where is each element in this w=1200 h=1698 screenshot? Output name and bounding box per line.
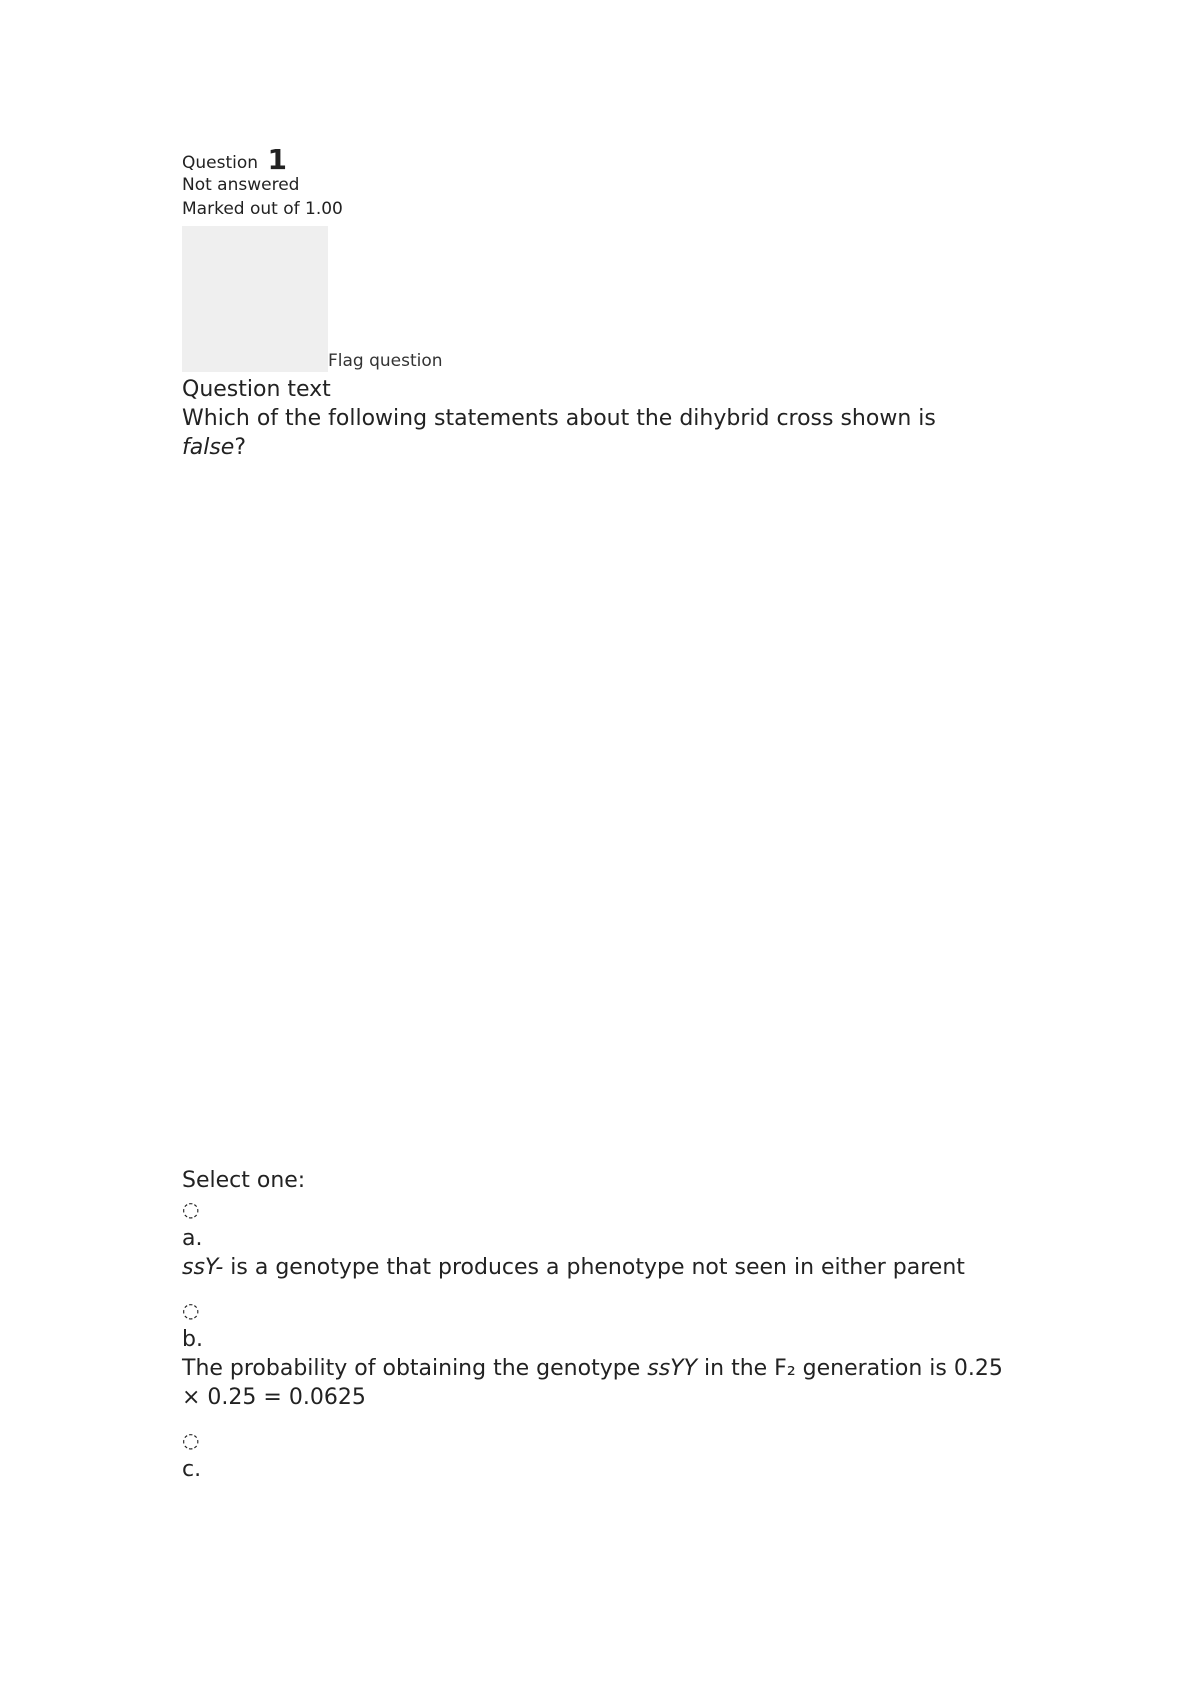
question-text-heading: Question text (182, 377, 331, 402)
flag-question-control[interactable] (182, 221, 1022, 372)
answer-a-text: is a genotype that produces a phenotype not seen in either parent (223, 1255, 965, 1280)
question-grade: Marked out of 1.00 (182, 199, 343, 219)
question-text-after: ? (234, 435, 247, 460)
question-number (182, 143, 1022, 176)
question-text-emphasis: false (182, 435, 235, 460)
answer-text-a (182, 1253, 1022, 1282)
question-figure-area (182, 462, 1022, 1167)
answer-letter-a: a. (182, 1226, 203, 1251)
question-state: Not answered (182, 175, 300, 195)
radio-button-c[interactable]: ◌ (182, 1428, 200, 1452)
answer-a-italic: ssY- (182, 1255, 224, 1280)
select-one-prompt: Select one: (182, 1168, 306, 1193)
answer-option-c[interactable] (182, 1426, 1022, 1484)
answer-option-a[interactable] (182, 1195, 1022, 1282)
question-number-value: 1 (267, 143, 287, 176)
radio-button-b[interactable]: ◌ (182, 1298, 200, 1322)
answer-text-b (182, 1354, 1022, 1412)
answer-letter-c: c. (182, 1457, 202, 1482)
flag-icon[interactable] (182, 226, 328, 372)
answer-b-text-before: The probability of obtaining the genotype (182, 1356, 648, 1381)
radio-button-a[interactable]: ◌ (182, 1197, 200, 1221)
question-text (182, 404, 1002, 462)
answer-option-b[interactable] (182, 1296, 1022, 1412)
answer-b-text-after: in the F₂ generation is 0.25 × 0.25 = 0.0625 (182, 1356, 1003, 1410)
flag-question-label[interactable]: Flag question (328, 351, 443, 371)
answer-b-italic: ssYY (647, 1356, 698, 1381)
question-label: Question (182, 153, 259, 173)
question-container (182, 143, 1022, 1498)
question-text-before: Which of the following statements about the dihybrid cross shown is (182, 406, 936, 431)
answer-letter-b: b. (182, 1327, 203, 1352)
